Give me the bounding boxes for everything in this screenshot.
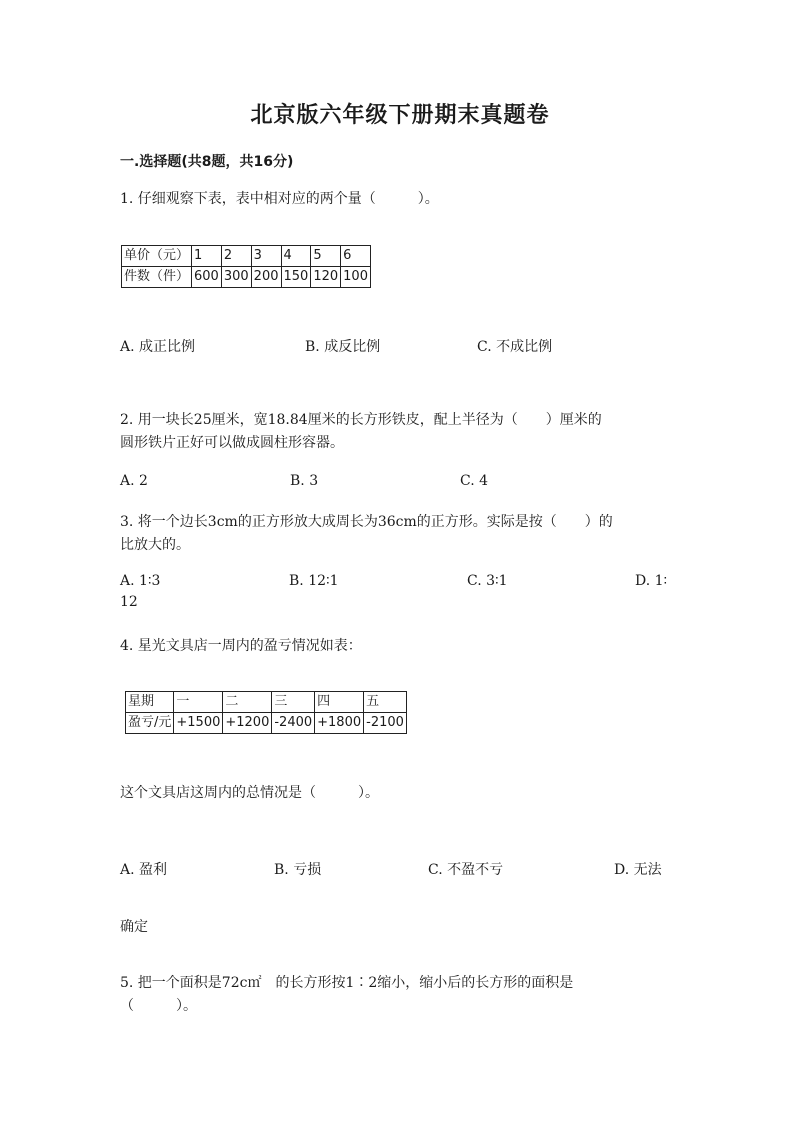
question-2-line-2: 圆形铁片正好可以做成圆柱形容器。 (120, 435, 344, 451)
table-cell: 二 (223, 692, 272, 713)
table-row (126, 692, 407, 713)
table-cell: 4 (281, 246, 311, 267)
question-3-option-d: D. 1∶ (635, 573, 668, 589)
table-cell: 单价（元） (122, 246, 192, 267)
table-cell: +1500 (174, 713, 223, 734)
table-cell: 四 (315, 692, 364, 713)
question-5-line-1: 5. 把一个面积是72c㎡ 的长方形按1∶2缩小，缩小后的长方形的面积是 (120, 975, 574, 991)
question-4-text: 4. 星光文具店一周内的盈亏情况如表： (120, 638, 362, 654)
question-4-option-c: C. 不盈不亏 (428, 862, 504, 878)
question-4-option-b: B. 亏损 (274, 862, 322, 878)
question-4-option-d: D. 无法 (614, 862, 662, 878)
table-cell: 三 (272, 692, 315, 713)
table-row (122, 246, 371, 267)
table-cell: 5 (311, 246, 341, 267)
table-cell: -2400 (272, 713, 315, 734)
question-4-option-a: A. 盈利 (120, 862, 168, 878)
question-1-option-a: A. 成正比例 (120, 339, 196, 355)
table-cell: 五 (364, 692, 407, 713)
question-3-option-a: A. 1∶3 (120, 573, 161, 589)
table-cell: 6 (341, 246, 371, 267)
question-4-table (125, 691, 407, 734)
page-title: 北京版六年级下册期末真题卷 (250, 103, 550, 128)
table-cell: 120 (311, 267, 341, 288)
table-cell: 3 (251, 246, 281, 267)
table-cell: 2 (221, 246, 251, 267)
section-heading: 一.选择题(共8题，共16分) (120, 154, 294, 170)
question-2-option-c: C. 4 (460, 473, 489, 489)
table-cell: -2100 (364, 713, 407, 734)
table-row (122, 267, 371, 288)
question-2-option-b: B. 3 (290, 473, 319, 489)
question-1-option-b: B. 成反比例 (305, 339, 381, 355)
question-3-option-c: C. 3∶1 (467, 573, 508, 589)
table-cell: 300 (221, 267, 251, 288)
table-row (126, 713, 407, 734)
table-cell: 100 (341, 267, 371, 288)
question-2-line-1: 2. 用一块长25厘米，宽18.84厘米的长方形铁皮，配上半径为（ ）厘米的 (120, 412, 602, 428)
question-3-option-d-continued: 12 (120, 594, 138, 610)
question-1-table (121, 245, 371, 288)
table-cell: 600 (192, 267, 222, 288)
question-3-line-1: 3. 将一个边长3cm的正方形放大成周长为36cm的正方形。实际是按（ ）的 (120, 514, 613, 530)
table-cell: 盈亏/元 (126, 713, 174, 734)
table-cell: +1800 (315, 713, 364, 734)
question-5-line-2: （ ）。 (120, 998, 197, 1014)
question-4-question: 这个文具店这周内的总情况是（ ）。 (120, 785, 379, 801)
table-cell: 星期 (126, 692, 174, 713)
question-2-option-a: A. 2 (120, 473, 148, 489)
table-cell: 1 (192, 246, 222, 267)
table-cell: 200 (251, 267, 281, 288)
question-1-option-c: C. 不成比例 (477, 339, 553, 355)
question-1-text: 1. 仔细观察下表，表中相对应的两个量（ ）。 (120, 191, 439, 207)
table-cell: +1200 (223, 713, 272, 734)
question-3-line-2: 比放大的。 (120, 537, 190, 553)
table-cell: 件数（件） (122, 267, 192, 288)
question-3-option-b: B. 12∶1 (289, 573, 339, 589)
table-cell: 一 (174, 692, 223, 713)
question-4-option-d-continued: 确定 (120, 919, 148, 935)
table-cell: 150 (281, 267, 311, 288)
